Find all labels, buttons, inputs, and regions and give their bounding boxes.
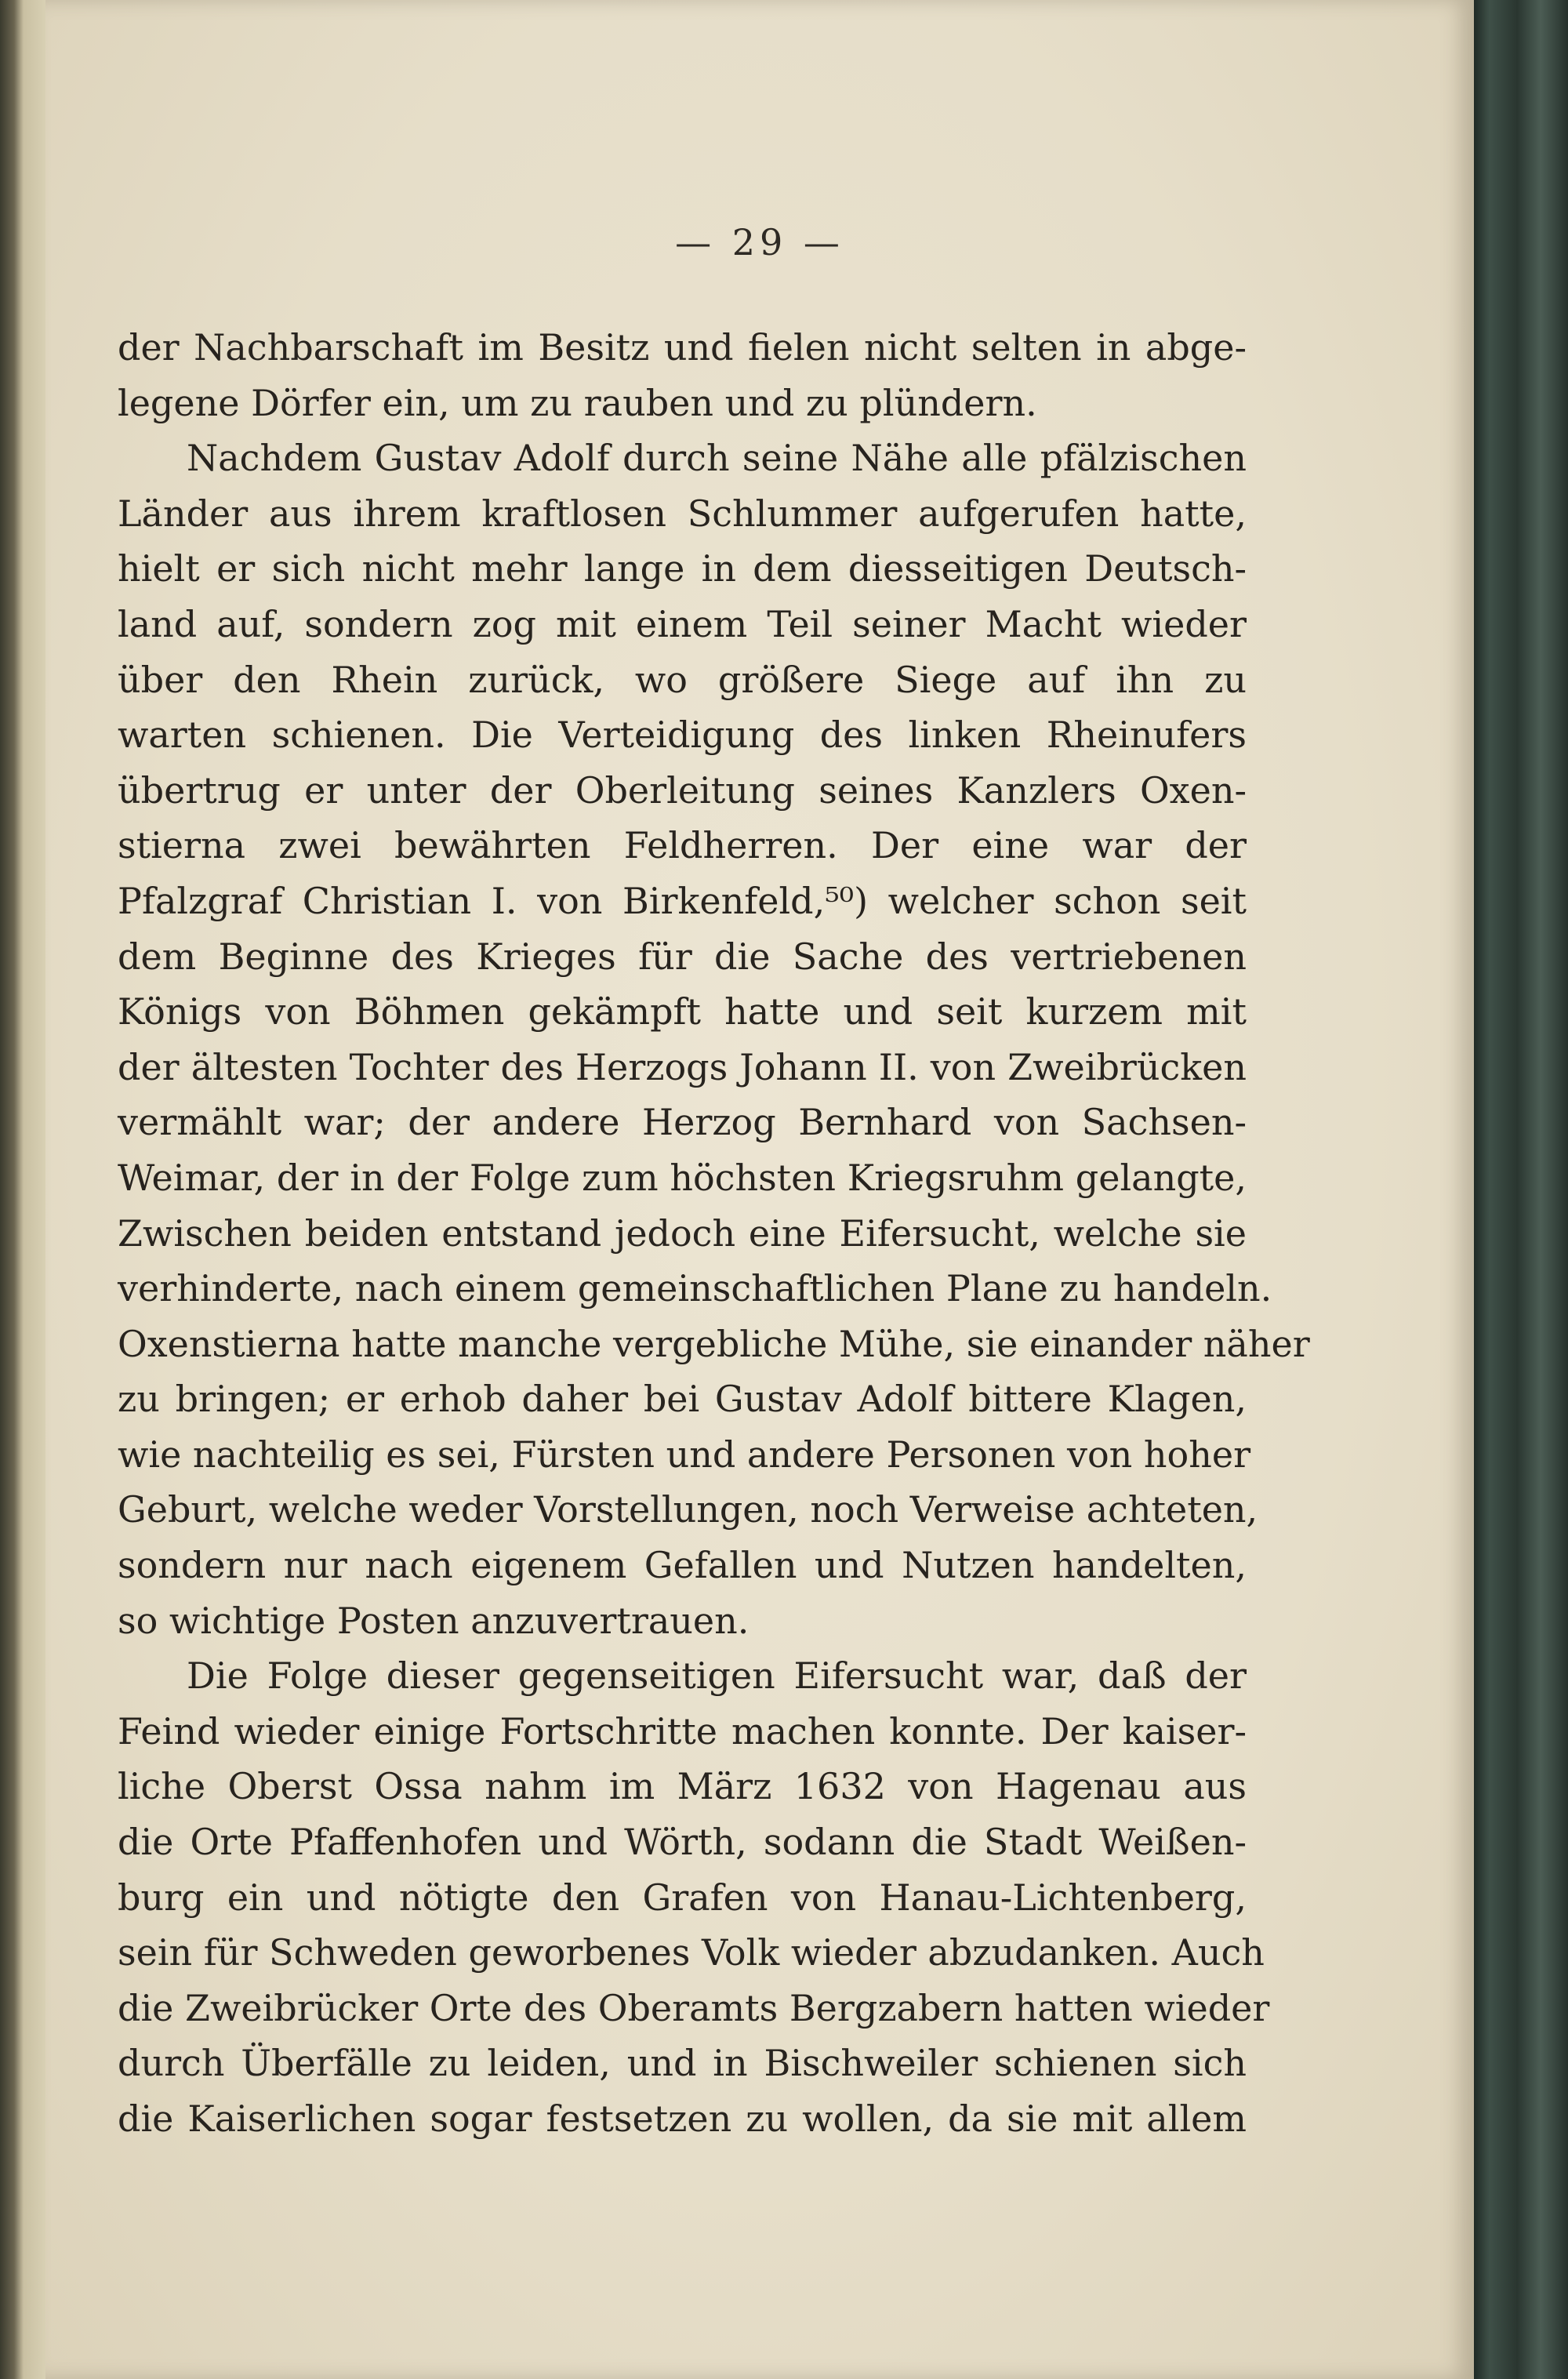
text-line: Nachdem Gustav Adolf durch seine Nähe alle pfälzischen bbox=[187, 437, 1247, 480]
facing-page-edge bbox=[0, 0, 45, 2379]
text-line: sondern nur nach eigenem Gefallen und Nutzen handelten, bbox=[118, 1544, 1247, 1587]
text-line: der Nachbarschaft im Besitz und fielen nicht selten in abge- bbox=[118, 326, 1247, 369]
text-line: dem Beginne des Krieges für die Sache des vertriebenen bbox=[118, 935, 1247, 978]
text-line: übertrug er unter der Oberleitung seines Kanzlers Oxen- bbox=[118, 768, 1247, 812]
book-page bbox=[45, 0, 1474, 2379]
text-line: so wichtige Posten anzuvertrauen. bbox=[118, 1599, 750, 1642]
text-line: die Kaiserlichen sogar festsetzen zu wollen, da sie mit allem bbox=[118, 2098, 1247, 2140]
text-line: über den Rhein zurück, wo größere Siege auf ihn zu bbox=[118, 658, 1247, 701]
text-line: hielt er sich nicht mehr lange in dem diesseitigen Deutsch- bbox=[118, 547, 1247, 590]
text-line: vermählt war; der andere Herzog Bernhard von Sachsen- bbox=[118, 1101, 1247, 1144]
text-line: land auf, sondern zog mit einem Teil seiner Macht wieder bbox=[118, 602, 1247, 645]
text-line: stierna zwei bewährten Feldherren. Der eine war der bbox=[118, 824, 1247, 867]
text-line: liche Oberst Ossa nahm im März 1632 von Hagenau aus bbox=[118, 1765, 1247, 1808]
text-line: wie nachteilig es sei, Fürsten und andere Personen von hoher bbox=[118, 1433, 1251, 1476]
text-line: warten schienen. Die Verteidigung des linken Rheinufers bbox=[118, 714, 1247, 757]
text-line: Weimar, der in der Folge zum höchsten Kriegsruhm gelangte, bbox=[118, 1156, 1247, 1199]
page-number: — 29 — bbox=[675, 221, 844, 263]
text-line: Geburt, welche weder Vorstellungen, noch Verweise achteten, bbox=[118, 1488, 1258, 1531]
text-line: die Zweibrücker Orte des Oberamts Bergzabern hatten wieder bbox=[118, 1986, 1270, 2029]
text-line: zu bringen; er erhob daher bei Gustav Adolf bittere Klagen, bbox=[118, 1378, 1247, 1421]
text-line: Länder aus ihrem kraftlosen Schlummer aufgerufen hatte, bbox=[118, 492, 1247, 535]
text-line: legene Dörfer ein, um zu rauben und zu plündern. bbox=[118, 381, 1037, 424]
text-line: burg ein und nötigte den Grafen von Hanau-Lichtenberg, bbox=[118, 1876, 1247, 1919]
text-line: verhinderte, nach einem gemeinschaftlichen Plane zu handeln. bbox=[118, 1267, 1272, 1310]
text-line: der ältesten Tochter des Herzogs Johann II. von Zweibrücken bbox=[118, 1045, 1247, 1088]
text-line: die Orte Pfaffenhofen und Wörth, sodann die Stadt Weißen- bbox=[118, 1821, 1247, 1864]
body-text bbox=[118, 320, 1310, 2147]
text-line: Feind wieder einige Fortschritte machen konnte. Der kaiser- bbox=[118, 1709, 1247, 1752]
text-line: sein für Schweden geworbenes Volk wieder abzudanken. Auch bbox=[118, 1931, 1265, 1974]
text-line: Pfalzgraf Christian I. von Birkenfeld,⁵⁰) welcher schon seit bbox=[118, 879, 1247, 922]
text-line: Oxenstierna hatte manche vergebliche Mühe, sie einander näher bbox=[118, 1322, 1310, 1365]
text-line: Die Folge dieser gegenseitigen Eifersucht war, daß der bbox=[187, 1654, 1247, 1698]
text-line: Königs von Böhmen gekämpft hatte und seit kurzem mit bbox=[118, 990, 1247, 1033]
book-cover-edge bbox=[1474, 0, 1568, 2379]
text-line: durch Überfälle zu leiden, und in Bischweiler schienen sich bbox=[118, 2042, 1247, 2085]
text-line: Zwischen beiden entstand jedoch eine Eifersucht, welche sie bbox=[118, 1211, 1247, 1255]
